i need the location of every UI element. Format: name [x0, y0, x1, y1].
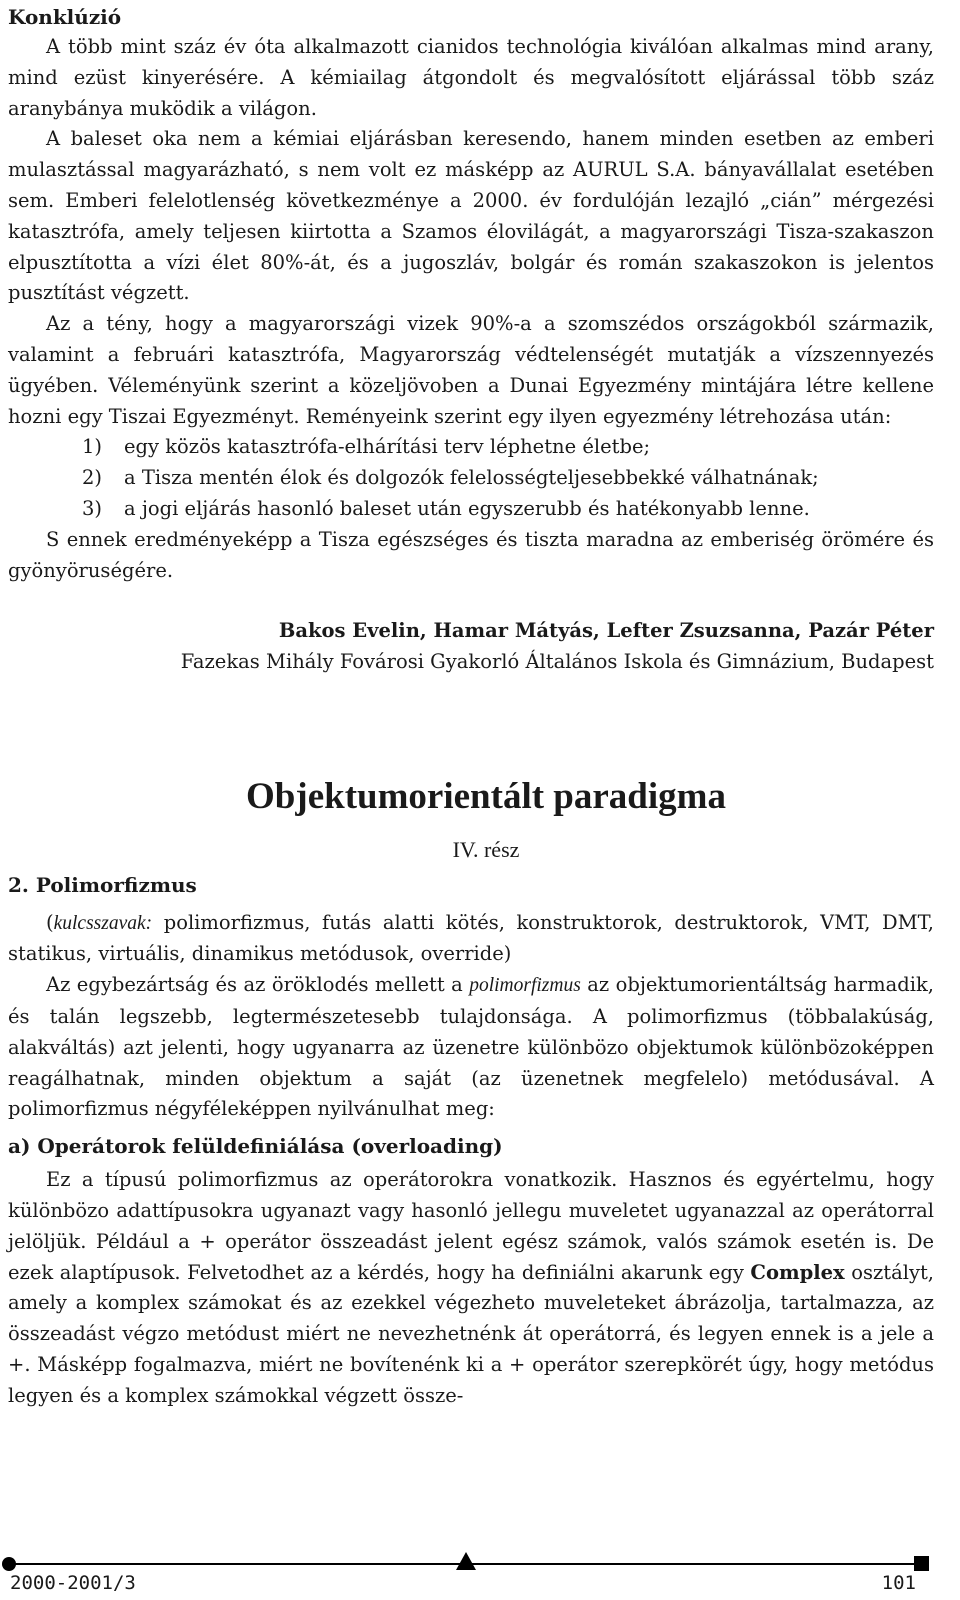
italic-term: polimorfizmus: [469, 975, 581, 997]
footer-triangle-icon: [456, 1552, 476, 1570]
paragraph: [8, 1165, 934, 1411]
list-text: a Tisza mentén élok és dolgozók felelosségteljesebbekké válhatnának;: [124, 466, 819, 490]
list-number: 1): [82, 435, 103, 459]
footer-page-number: 101: [881, 1572, 916, 1594]
footer-square-icon: [914, 1556, 929, 1571]
list-text: a jogi eljárás hasonló baleset után egyszerubb és hatékonyabb lenne.: [124, 496, 810, 520]
list-item: [8, 432, 934, 463]
text-run: Az egybezártság és az öröklodés mellett a: [46, 973, 470, 997]
subsection-heading: a) Operátorok felüldefiniálása (overloading): [8, 1134, 503, 1159]
list-text: egy közös katasztrófa-elhárítási terv léphetne életbe;: [124, 435, 651, 459]
list-number: 3): [82, 496, 103, 520]
list-item: [8, 463, 934, 494]
keywords-label: kulcsszavak:: [53, 912, 153, 934]
footer-issue: 2000-2001/3: [10, 1572, 136, 1594]
numbered-list: [8, 432, 934, 524]
list-item: [8, 494, 934, 525]
paragraph: S ennek eredményeképp a Tisza egészséges és tiszta maradna az emberiség örömére és gyönyöruségére.: [8, 527, 934, 582]
list-number: 2): [82, 466, 103, 490]
keywords-paragraph: [8, 908, 934, 971]
paragraph: A baleset oka nem a kémiai eljárásban keresendo, hanem minden esetben az emberi mulasztással magyarázható, s nem volt ez másképp az AURUL S.A. bányavállalat esetében sem. Emberi felelotlenség következménye a 2000. év fordulóján lezajló „cián” mérgezési katasztrófa, amely teljesen kiirtotta a Szamos élovilágát, a magyarországi Tisza-szakaszon elpusztította a vízi élet 80%-át, és a jugoszláv, bolgár és román szakaszokon is jelentos pusztítást végzett.: [8, 127, 934, 305]
text-run: az objektumorientáltság harmadik, és talán legszebb, legtermészetesebb tulajdonsága. A polimorfizmus (többalakúság, alakváltás) azt jelenti, hogy ugyanarra az üzenetre különbözo objektumok különbözoképpen reagálhatnak, minden objektum a saját (az üzenetnek megfelelo) metódusával. A polimorfizmus négyféleképpen nyilvánulhat meg:: [8, 973, 934, 1121]
author-names: Bakos Evelin, Hamar Mátyás, Lefter Zsuzsanna, Pazár Péter: [278, 619, 934, 643]
document-page: [8, 0, 934, 1411]
section-heading-polimorfizmus: 2. Polimorfizmus: [8, 872, 197, 897]
text-run: osztályt, amely a komplex számokat és az ezekkel végezheto muveleteket ábrázolja, tartalmazza, az összeadást végzo metódust miért ne nevezhetnénk át operátorrá, és legyen ennek is a jele a +. Másképp fogalmazva, miért ne bovítenénk ki a + operátor szerepkörét úgy, hogy metódus legyen és a komplex számokkal végzett össze-: [8, 1260, 935, 1407]
code-term: Complex: [750, 1260, 845, 1284]
text-run: Ez a típusú polimorfizmus az operátorokra vonatkozik. Hasznos és egyértelmu, hogy különbözo adattípusokra ugyanazt vagy hasonló jellegu muveletet ugyanazzal az operátorral jelöljük. Például a + operátor összeadást jelent egész számok, valós számok esetén is. De ezek alaptípusok. Felvetodhet az a kérdés, hogy ha definiálni akarunk egy: [8, 1168, 934, 1284]
paragraph: [8, 970, 934, 1125]
keywords-open: (: [46, 910, 54, 934]
footer-circle-icon: [2, 1557, 16, 1571]
article-subtitle: IV. rész: [452, 836, 520, 862]
authors: [8, 616, 934, 647]
article-title: Objektumorientált paradigma: [246, 775, 726, 817]
section-heading-konkluzio: Konklúzió: [8, 5, 122, 29]
keywords-list: polimorfizmus, futás alatti kötés, konstruktorok, destruktorok, VMT, DMT, statikus, virtuális, dinamikus metódusok, override): [8, 910, 934, 966]
paragraph: A több mint száz év óta alkalmazott cianidos technológia kiválóan alkalmas mind arany, mind ezüst kinyerésére. A kémiailag átgondolt és megvalósított eljárással több száz aranybánya muködik a világon.: [8, 35, 934, 120]
paragraph: Az a tény, hogy a magyarországi vizek 90%-a a szomszédos országokból származik, valamint a februári katasztrófa, Magyarország védtelenségét mutatják a vízszennyezés ügyében. Véleményünk szerint a közeljövoben a Dunai Egyezmény mintájára létre kellene hozni egy Tiszai Egyezményt. Reményeink szerint egy ilyen egyezmény létrehozása után:: [8, 312, 934, 428]
school-affiliation: Fazekas Mihály Fovárosi Gyakorló Általános Iskola és Gimnázium, Budapest: [180, 650, 934, 674]
